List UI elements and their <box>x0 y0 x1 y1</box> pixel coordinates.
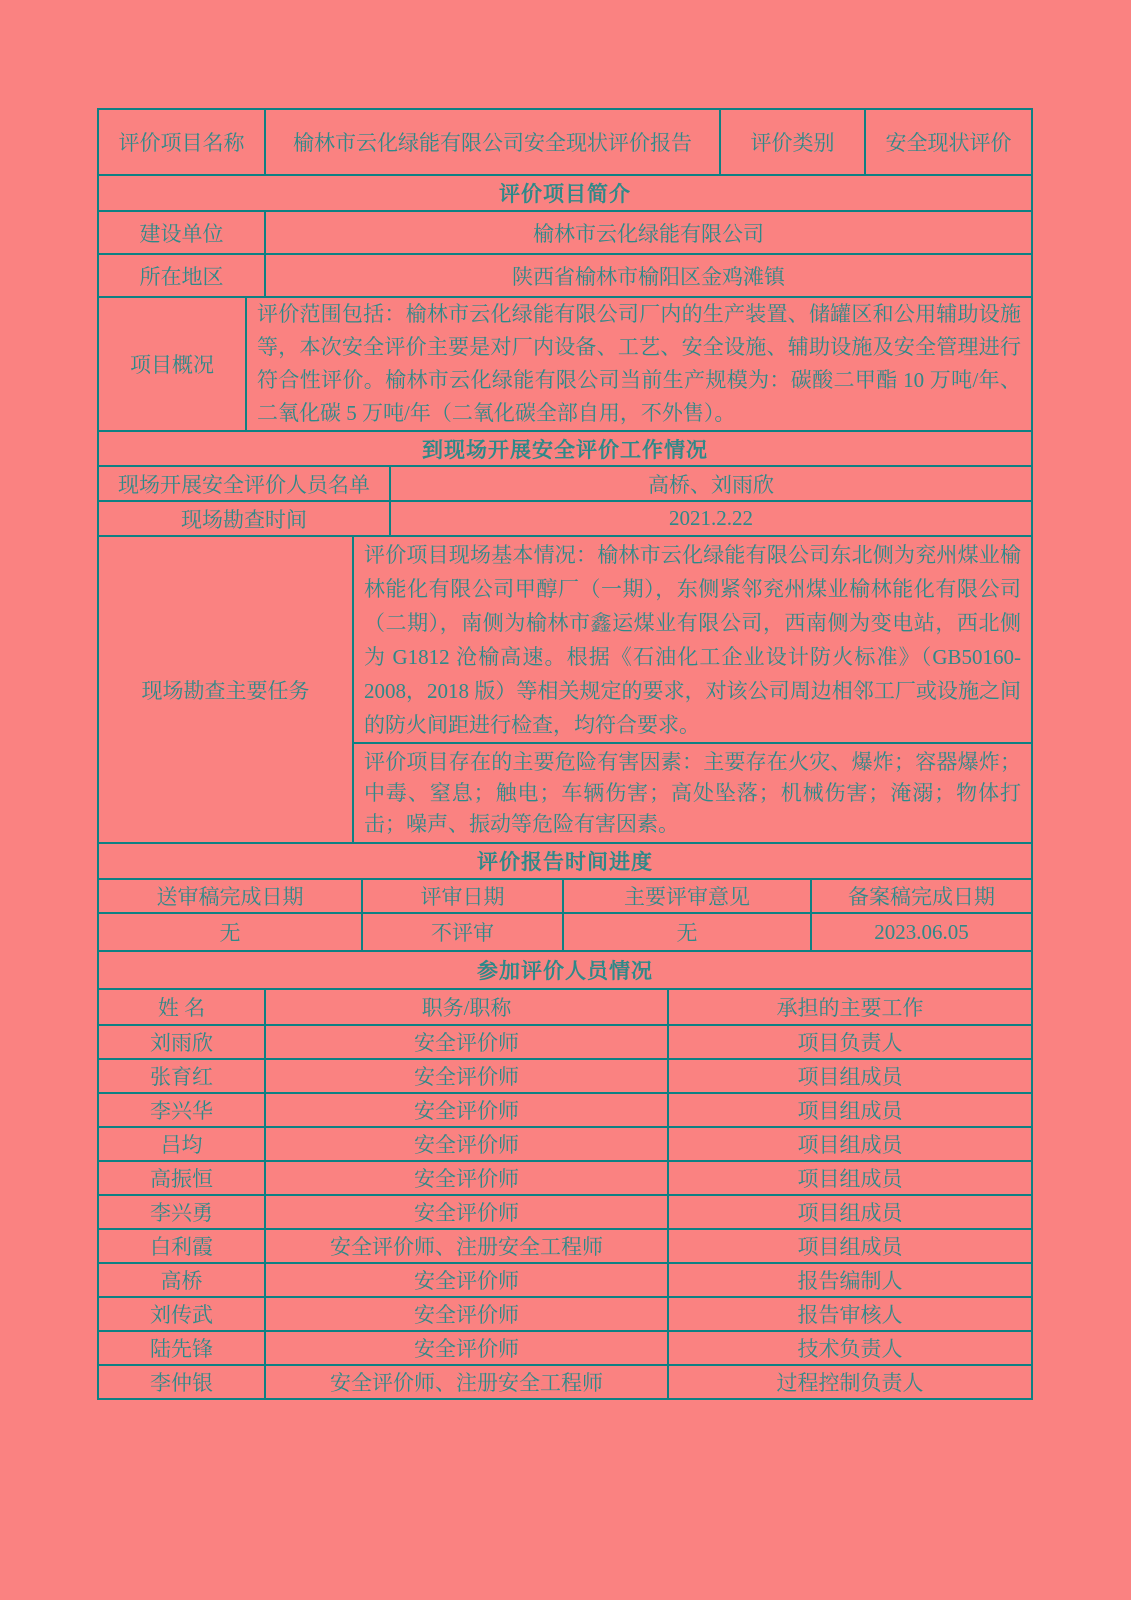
person-name: 高振恒 <box>150 1167 213 1191</box>
person-name: 李兴勇 <box>150 1201 213 1225</box>
personnel-columns-row <box>99 988 1031 1024</box>
survey-tasks-label: 现场勘查主要任务 <box>141 678 310 703</box>
person-name: 吕均 <box>160 1133 203 1157</box>
person-title: 安全评价师、注册安全工程师 <box>264 1366 667 1398</box>
personnel-col-work: 承担的主要工作 <box>667 990 1031 1024</box>
intro-section-heading: 评价项目简介 <box>499 182 631 206</box>
survey-tasks-content <box>352 537 1031 842</box>
survey-tasks-part2 <box>354 742 1031 842</box>
project-overview-value <box>245 298 1031 430</box>
table-row <box>99 1228 1031 1262</box>
construction-unit-value: 榆林市云化绿能有限公司 <box>264 212 1031 253</box>
table-row <box>99 1194 1031 1228</box>
table-row <box>99 1024 1031 1058</box>
site-section-heading: 到现场开展安全评价工作情况 <box>422 437 708 462</box>
schedule-val-record-date: 2023.06.05 <box>810 914 1031 950</box>
site-section-header-row <box>99 430 1031 465</box>
person-work: 项目组成员 <box>667 1128 1031 1160</box>
person-name: 刘传武 <box>150 1303 213 1327</box>
person-name: 张育红 <box>150 1065 213 1089</box>
project-name-label: 评价项目名称 <box>118 131 245 155</box>
person-title: 安全评价师 <box>264 1026 667 1058</box>
person-work: 项目组成员 <box>667 1196 1031 1228</box>
personnel-col-name: 姓 名 <box>157 996 206 1020</box>
survey-date-row <box>99 500 1031 535</box>
person-name: 刘雨欣 <box>150 1031 213 1055</box>
table-row <box>99 1262 1031 1296</box>
person-name: 陆先锋 <box>150 1337 213 1361</box>
survey-tasks-part1 <box>354 537 1031 742</box>
construction-unit-row <box>99 210 1031 253</box>
survey-date-label: 现场勘查时间 <box>181 507 307 532</box>
location-row <box>99 253 1031 296</box>
personnel-section-header-row <box>99 950 1031 988</box>
table-row <box>99 1296 1031 1330</box>
person-work: 报告编制人 <box>667 1264 1031 1296</box>
site-staff-label: 现场开展安全评价人员名单 <box>118 472 370 497</box>
person-title: 安全评价师 <box>264 1060 667 1092</box>
person-work: 项目组成员 <box>667 1162 1031 1194</box>
survey-tasks-part1-text: 评价项目现场基本情况：榆林市云化绿能有限公司东北侧为兖州煤业榆林能化有限公司甲醇厂（一期），东侧紧邻兖州煤业榆林能化有限公司（二期），南侧为榆林市鑫运煤业有限公司，西南侧为变电站，西北侧为 G1812 沧榆高速。根据《石油化工企业设计防火标准》（GB50160-2008，2018 版）等相关规定的要求，对该公司周边相邻工厂或设施之间的防火间距进行检查，均符合要求。 <box>364 542 1021 737</box>
schedule-val-review-date: 不评审 <box>361 914 562 950</box>
person-work: 报告审核人 <box>667 1298 1031 1330</box>
evaluation-report-form <box>97 108 1033 1400</box>
category-value: 安全现状评价 <box>864 110 1031 174</box>
site-staff-value: 高桥、刘雨欣 <box>389 467 1031 500</box>
person-work: 技术负责人 <box>667 1332 1031 1364</box>
category-label: 评价类别 <box>719 110 864 174</box>
project-overview-text: 评价范围包括：榆林市云化绿能有限公司厂内的生产装置、储罐区和公用辅助设施等，本次安全评价主要是对厂内设备、工艺、安全设施、辅助设施及安全管理进行符合性评价。榆林市云化绿能有限公司当前生产规模为：碳酸二甲酯 10 万吨/年、二氧化碳 5 万吨/年（二氧化碳全部自用，不外售）。 <box>257 302 1021 425</box>
schedule-col-review-opinion: 主要评审意见 <box>562 880 810 912</box>
schedule-col-review-date: 评审日期 <box>361 880 562 912</box>
person-work: 项目负责人 <box>667 1026 1031 1058</box>
person-title: 安全评价师 <box>264 1332 667 1364</box>
person-work: 项目组成员 <box>667 1094 1031 1126</box>
person-name: 高桥 <box>160 1269 203 1293</box>
personnel-col-title: 职务/职称 <box>264 990 667 1024</box>
person-name: 李兴华 <box>150 1099 213 1123</box>
survey-date-value: 2021.2.22 <box>389 502 1031 535</box>
intro-section-header-row <box>99 174 1031 210</box>
person-title: 安全评价师 <box>264 1162 667 1194</box>
person-work: 项目组成员 <box>667 1060 1031 1092</box>
project-overview-row <box>99 296 1031 430</box>
project-overview-label: 项目概况 <box>130 353 214 377</box>
schedule-col-record-date: 备案稿完成日期 <box>810 880 1031 912</box>
person-name: 白利霞 <box>150 1235 213 1259</box>
person-title: 安全评价师 <box>264 1264 667 1296</box>
project-name-value: 榆林市云化绿能有限公司安全现状评价报告 <box>264 110 719 174</box>
schedule-values-row <box>99 912 1031 950</box>
person-title: 安全评价师 <box>264 1094 667 1126</box>
schedule-val-draft-date: 无 <box>219 921 241 945</box>
schedule-col-draft-date: 送审稿完成日期 <box>156 885 304 909</box>
personnel-section-heading: 参加评价人员情况 <box>477 959 653 983</box>
site-staff-row <box>99 465 1031 500</box>
table-row <box>99 1160 1031 1194</box>
survey-tasks-part2-text: 评价项目存在的主要危险有害因素：主要存在火灾、爆炸；容器爆炸；中毒、窒息；触电；车辆伤害；高处坠落；机械伤害；淹溺；物体打击；噪声、振动等危险有害因素。 <box>364 749 1021 836</box>
person-name: 李仲银 <box>150 1371 213 1395</box>
table-row <box>99 1092 1031 1126</box>
schedule-columns-row <box>99 878 1031 912</box>
construction-unit-label: 建设单位 <box>139 221 224 246</box>
schedule-section-heading: 评价报告时间进度 <box>477 850 653 874</box>
person-title: 安全评价师 <box>264 1298 667 1330</box>
person-title: 安全评价师 <box>264 1128 667 1160</box>
table-row <box>99 1058 1031 1092</box>
schedule-val-review-opinion: 无 <box>562 914 810 950</box>
location-value: 陕西省榆林市榆阳区金鸡滩镇 <box>264 255 1031 296</box>
project-title-row <box>99 110 1031 174</box>
person-work: 过程控制负责人 <box>667 1366 1031 1398</box>
location-label: 所在地区 <box>139 264 224 289</box>
person-title: 安全评价师 <box>264 1196 667 1228</box>
table-row <box>99 1126 1031 1160</box>
table-row <box>99 1364 1031 1398</box>
schedule-section-header-row <box>99 842 1031 878</box>
table-row <box>99 1330 1031 1364</box>
person-work: 项目组成员 <box>667 1230 1031 1262</box>
person-title: 安全评价师、注册安全工程师 <box>264 1230 667 1262</box>
survey-tasks-row <box>99 535 1031 842</box>
